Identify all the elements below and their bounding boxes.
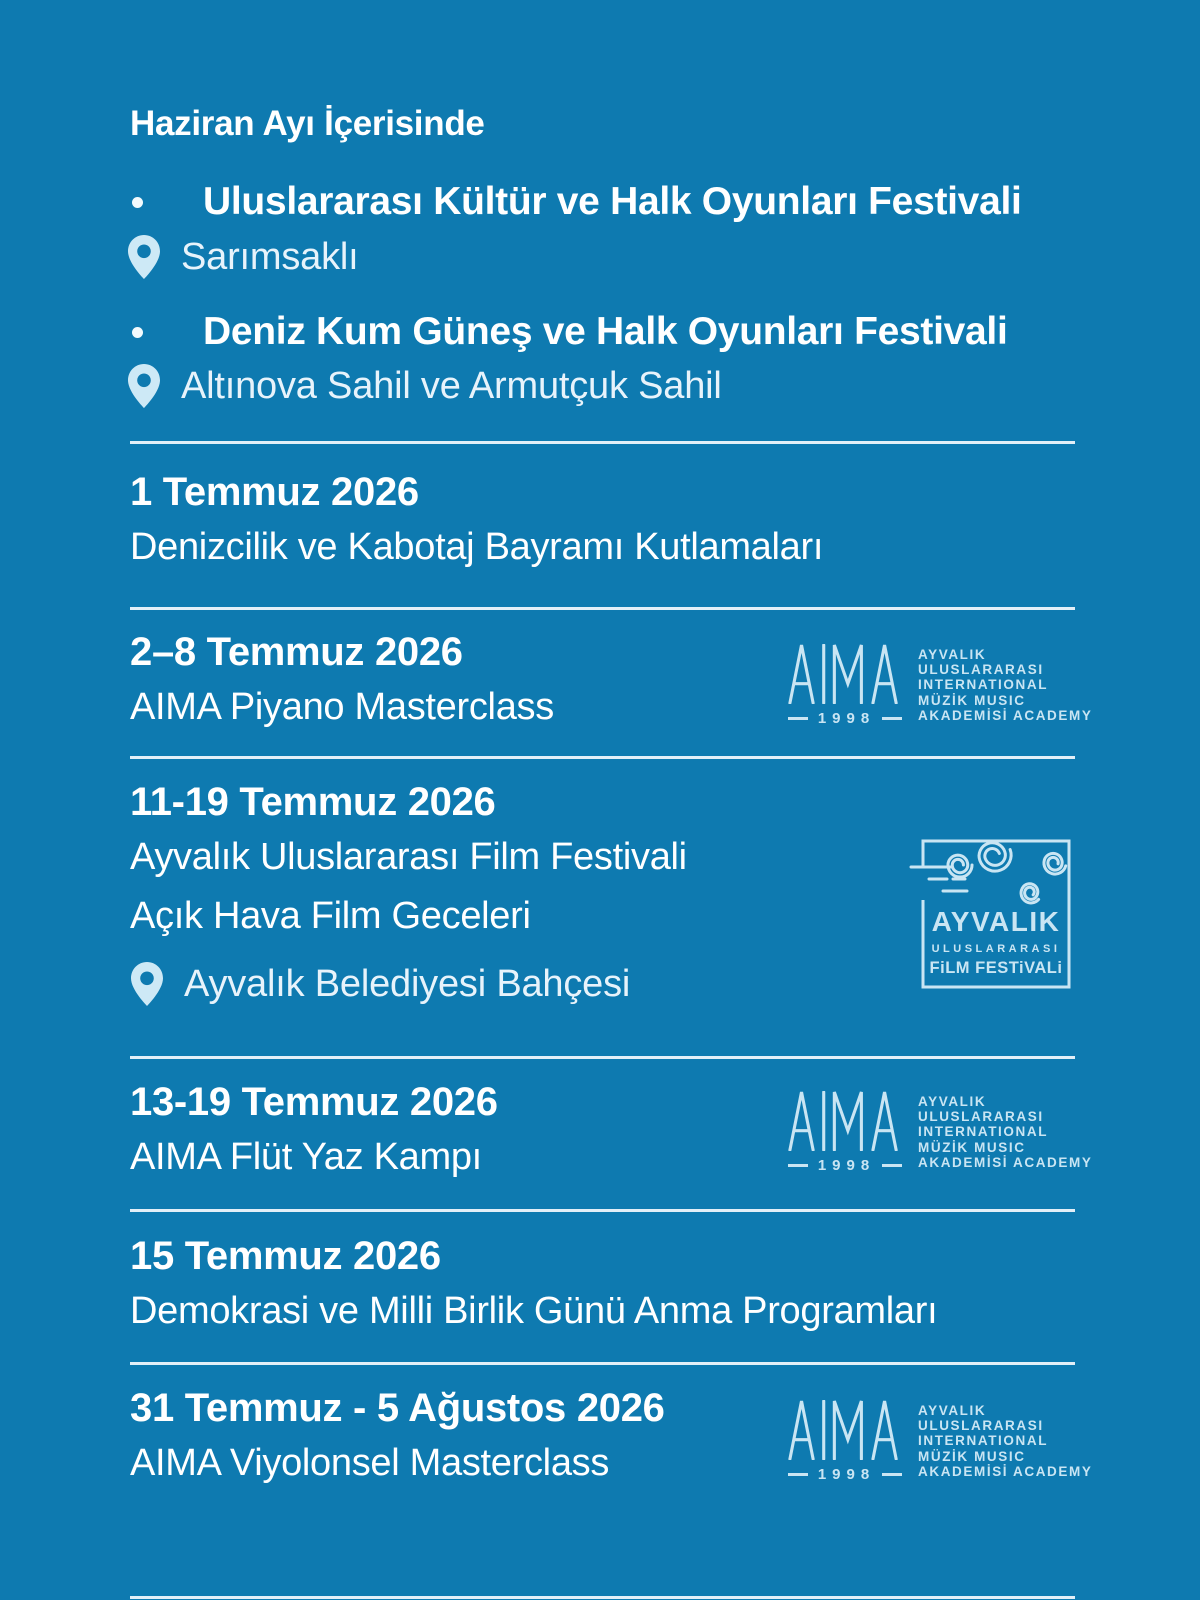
bullet-icon (132, 197, 143, 208)
aima-logo (788, 1091, 1092, 1174)
aima-line: ULUSLARARASI (918, 662, 1044, 678)
aima-line: ULUSLARARASI (918, 1109, 1044, 1125)
event-title: Demokrasi ve Milli Birlik Günü Anma Programları (130, 1290, 938, 1332)
event-section-2 (130, 632, 554, 731)
aima-logo-text (918, 1403, 1092, 1483)
event-title: AIMA Viyolonsel Masterclass (130, 1442, 610, 1484)
aima-line: AYVALIK (918, 647, 987, 662)
event-date: 31 Temmuz - 5 Ağustos 2026 (130, 1386, 665, 1430)
year-dash (788, 1164, 808, 1167)
divider (130, 756, 1075, 759)
aima-year: 1998 (817, 1466, 876, 1483)
event-section-3 (130, 782, 687, 1007)
aima-logo-text (918, 1094, 1092, 1174)
june-event-2-name: Deniz Kum Güneş ve Halk Oyunları Festivali (203, 310, 1008, 353)
location-pin-icon (127, 363, 161, 409)
film-festival-logo (921, 839, 1071, 989)
aima-line: MÜZİK MUSIC (918, 1448, 1026, 1464)
divider (130, 1362, 1075, 1365)
event-date: 13-19 Temmuz 2026 (130, 1080, 498, 1124)
year-dash (882, 717, 902, 720)
location-pin-icon (130, 961, 164, 1007)
year-dash (882, 1164, 902, 1167)
event-title: Denizcilik ve Kabotaj Bayramı Kutlamaları (130, 526, 824, 568)
aima-line: ULUSLARARASI (918, 1418, 1044, 1434)
event-section-6 (130, 1388, 665, 1487)
aima-line: INTERNATIONAL (918, 1124, 1049, 1140)
film-logo-film-line: FiLM FESTiVALi (929, 959, 1063, 977)
film-logo-subtitle: ULUSLARARASI (931, 943, 1061, 955)
aima-year-row (788, 1466, 902, 1483)
june-event-2-location-row (127, 363, 722, 409)
location-pin-icon (127, 234, 161, 280)
divider (130, 1596, 1075, 1599)
aima-wordmark-icon (788, 1091, 900, 1151)
june-event-1 (132, 180, 1022, 224)
year-dash (788, 717, 808, 720)
june-event-1-location-row (127, 234, 358, 280)
june-event-2 (132, 310, 1008, 354)
event-date: 1 Temmuz 2026 (130, 470, 419, 514)
divider (130, 607, 1075, 610)
year-dash (788, 1473, 808, 1476)
june-event-2-location: Altınova Sahil ve Armutçuk Sahil (181, 364, 722, 407)
aima-line: INTERNATIONAL (918, 677, 1049, 693)
aima-line: AKADEMİSİ ACADEMY (918, 1463, 1093, 1479)
june-event-1-location: Sarımsaklı (181, 235, 359, 278)
divider (130, 1209, 1075, 1212)
event-date: 11-19 Temmuz 2026 (130, 780, 496, 824)
event-date: 15 Temmuz 2026 (130, 1234, 441, 1278)
aima-line: MÜZİK MUSIC (918, 692, 1026, 708)
event-title: AIMA Flüt Yaz Kampı (130, 1136, 482, 1178)
divider (130, 1056, 1075, 1059)
event-section-4 (130, 1082, 498, 1181)
aima-line: AYVALIK (918, 1094, 987, 1109)
june-event-1-name: Uluslararası Kültür ve Halk Oyunları Festivali (203, 180, 1022, 223)
event-section-1 (130, 472, 823, 571)
event-date: 2–8 Temmuz 2026 (130, 630, 463, 674)
aima-year: 1998 (817, 710, 876, 727)
aima-year-row (788, 1157, 902, 1174)
divider (130, 441, 1075, 444)
aima-year-row (788, 710, 902, 727)
film-festival-logo-text (921, 906, 1071, 978)
bullet-icon (132, 327, 143, 338)
aima-line: INTERNATIONAL (918, 1433, 1049, 1449)
film-logo-title: AYVALIK (931, 906, 1061, 937)
wind-swirls-icon (907, 835, 1075, 913)
aima-logo-text (918, 647, 1092, 727)
aima-logo (788, 644, 1092, 727)
month-header: Haziran Ayı İçerisinde (130, 104, 485, 143)
aima-line: AKADEMİSİ ACADEMY (918, 1154, 1093, 1170)
event-location-row (130, 961, 687, 1007)
event-title: Ayvalık Uluslararası Film Festivali (130, 836, 687, 878)
aima-line: MÜZİK MUSIC (918, 1139, 1026, 1155)
event-subtitle: Açık Hava Film Geceleri (130, 894, 531, 937)
aima-wordmark-icon (788, 1400, 900, 1460)
aima-line: AKADEMİSİ ACADEMY (918, 707, 1093, 723)
aima-year: 1998 (817, 1157, 876, 1174)
aima-logo (788, 1400, 1092, 1483)
event-title: AIMA Piyano Masterclass (130, 686, 554, 728)
event-location: Ayvalık Belediyesi Bahçesi (184, 962, 631, 1005)
aima-wordmark-icon (788, 644, 900, 704)
year-dash (882, 1473, 902, 1476)
event-section-5 (130, 1236, 937, 1335)
aima-line: AYVALIK (918, 1403, 987, 1418)
